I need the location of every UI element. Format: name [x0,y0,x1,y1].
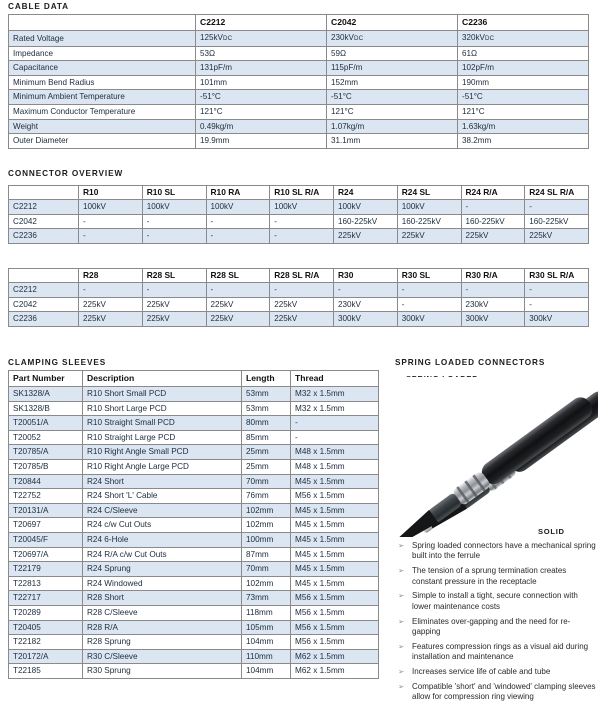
clamping-part-number: T20697/A [9,547,83,562]
clamping-length: 87mm [242,547,291,562]
clamping-description: R28 Short [83,591,242,606]
connector-t1-col-R10-RA: R10 RA [206,186,270,200]
connector-t2-cell: 225kV [79,312,143,326]
connector-t1-cell: - [525,200,589,214]
connector-t1-cell: - [142,229,206,243]
table-row [9,430,379,445]
clamping-thread: M45 x 1.5mm [291,576,379,591]
connector-t2-col-R28-SL-R-A: R28 SL R/A [270,269,334,283]
connector-t2-cell: 225kV [270,297,334,311]
cable-data-row-label: Maximum Conductor Temperature [9,104,196,119]
clamping-length: 102mm [242,503,291,518]
table-row [9,416,379,431]
connector-t2-cell: - [334,283,398,297]
connector-t2-cell: 225kV [142,297,206,311]
table-header-row [9,186,589,200]
clamping-length: 118mm [242,605,291,620]
bullet-arrow-icon: ➢ [398,566,405,576]
connector-t1-cell: 225kV [334,229,398,243]
clamping-part-number: T22185 [9,664,83,679]
cable-data-cell: 125kVDC [196,31,327,47]
clamping-thread: M45 x 1.5mm [291,518,379,533]
bullet-arrow-icon: ➢ [398,591,405,601]
connector-t1-col-R24: R24 [334,186,398,200]
connector-overview-table-2 [8,268,589,327]
table-row [9,297,589,311]
feature-bullet-text: Simple to install a tight, secure connection with lower maintenance costs [412,591,578,611]
table-row [9,214,589,228]
connector-t1-col-R10-SL-R-A: R10 SL R/A [270,186,334,200]
table-header-row [9,15,589,31]
clamping-length: 105mm [242,620,291,635]
table-row [9,46,589,61]
clamping-part-number: T20785/A [9,445,83,460]
clamping-length: 70mm [242,562,291,577]
bullet-arrow-icon: ➢ [398,641,405,651]
cable-data-cell: -51°C [327,90,458,105]
clamping-thread: M32 x 1.5mm [291,387,379,402]
connector-t2-cell: 300kV [525,312,589,326]
connector-t2-col-R30-R-A: R30 R/A [461,269,525,283]
feature-bullet-text: Eliminates over-gapping and the need for re-gapping [412,616,571,637]
clamping-description: R24 C/Sleeve [83,503,242,518]
dc-subscript: DC [484,35,495,42]
connector-t2-row-label: C2042 [9,297,79,311]
cable-data-cell: 31.1mm [327,134,458,149]
cable-data-cell: 190mm [458,75,589,90]
connector-overview-heading: CONNECTOR OVERVIEW [8,169,124,178]
connector-t2-cell: - [525,297,589,311]
connector-t1-cell: 100kV [334,200,398,214]
clamping-length: 110mm [242,649,291,664]
connector-t1-col-blank [9,186,79,200]
clamping-length: 53mm [242,387,291,402]
clamping-sleeves-heading: CLAMPING SLEEVES [8,358,107,367]
clamping-description: R28 R/A [83,620,242,635]
table-row [9,649,379,664]
connector-photo [392,377,598,537]
connector-t2-cell: - [142,283,206,297]
connector-t1-row-label: C2236 [9,229,79,243]
cable-data-cell: 102pF/m [458,61,589,76]
clamping-length: 85mm [242,430,291,445]
clamping-thread: M62 x 1.5mm [291,649,379,664]
table-row [9,503,379,518]
connector-t1-cell: 160-225kV [461,214,525,228]
connector-t1-cell: - [79,229,143,243]
connector-t2-cell: 300kV [461,312,525,326]
clamping-description: R10 Straight Small PCD [83,416,242,431]
feature-bullet-text: The tension of a sprung termination creates constant pressure in the receptacle [412,566,567,586]
clamping-thread: M56 x 1.5mm [291,605,379,620]
connector-t1-col-R24-SL-R-A: R24 SL R/A [525,186,589,200]
clamping-thread: M45 x 1.5mm [291,474,379,489]
connector-t2-row-label: C2212 [9,283,79,297]
dc-subscript: DC [353,35,364,42]
cable-data-cell: 230kVDC [327,31,458,47]
connector-t2-cell: 300kV [334,312,398,326]
feature-bullet [395,617,598,638]
table-row [9,387,379,402]
cable-data-cell: 115pF/m [327,61,458,76]
feature-bullet [395,541,598,562]
table-row [9,635,379,650]
connector-t2-col-R30: R30 [334,269,398,283]
connector-t2-col-R28-SL: R28 SL [206,269,270,283]
cable-data-col-blank [9,15,196,31]
clamping-description: R10 Right Angle Large PCD [83,459,242,474]
clamping-part-number: T20697 [9,518,83,533]
connector-t2-col-blank [9,269,79,283]
table-row [9,518,379,533]
clamping-length: 76mm [242,489,291,504]
clamping-part-number: T22179 [9,562,83,577]
connector-t1-cell: 100kV [270,200,334,214]
cable-data-row-label: Outer Diameter [9,134,196,149]
connector-t2-cell: 225kV [79,297,143,311]
clamping-length: 80mm [242,416,291,431]
feature-bullet [395,642,598,663]
clamping-thread: M45 x 1.5mm [291,503,379,518]
table-row [9,562,379,577]
feature-bullet [395,566,598,587]
cable-data-cell: 0.49kg/m [196,119,327,134]
clamping-thread: M62 x 1.5mm [291,664,379,679]
connector-t2-cell: 230kV [461,297,525,311]
table-row [9,312,589,326]
clamping-length: 25mm [242,445,291,460]
spring-loaded-panel [390,355,600,702]
clamping-part-number: T20289 [9,605,83,620]
clamping-part-number: T22813 [9,576,83,591]
clamping-length: 102mm [242,576,291,591]
table-row [9,104,589,119]
connector-t1-col-R24-SL: R24 SL [397,186,461,200]
cable-data-cell: 152mm [327,75,458,90]
connector-t1-cell: 225kV [525,229,589,243]
clamping-thread: M56 x 1.5mm [291,591,379,606]
connector-t1-cell: - [270,214,334,228]
cable-data-cell: 101mm [196,75,327,90]
clamping-thread: M56 x 1.5mm [291,620,379,635]
table-row [9,134,589,149]
cable-data-col-C2042: C2042 [327,15,458,31]
clamping-description: R10 Right Angle Small PCD [83,445,242,460]
connector-t2-cell: - [461,283,525,297]
connector-t2-col-R28: R28 [79,269,143,283]
cable-data-cell: 1.63kg/m [458,119,589,134]
cable-data-row-label: Weight [9,119,196,134]
cable-data-col-C2212: C2212 [196,15,327,31]
table-row [9,75,589,90]
clamping-part-number: SK1328/A [9,387,83,402]
feature-bullet [395,667,598,677]
clamping-description: R24 Short [83,474,242,489]
cable-data-cell: 53Ω [196,46,327,61]
clamping-part-number: T22182 [9,635,83,650]
clamping-description: R30 Sprung [83,664,242,679]
clamping-sleeves-table [8,370,379,679]
bullet-arrow-icon: ➢ [398,667,405,677]
connector-t1-cell: 100kV [79,200,143,214]
cable-data-row-label: Minimum Bend Radius [9,75,196,90]
table-row [9,605,379,620]
connector-t2-col-R28-SL: R28 SL [142,269,206,283]
clamping-length: 25mm [242,459,291,474]
table-row [9,31,589,47]
feature-bullet [395,591,598,612]
connector-t1-col-R10: R10 [79,186,143,200]
clamping-length: 73mm [242,591,291,606]
clamping-part-number: T20785/B [9,459,83,474]
connector-t1-row-label: C2042 [9,214,79,228]
clamping-description: R10 Straight Large PCD [83,430,242,445]
connector-t1-cell: - [79,214,143,228]
clamping-thread: M45 x 1.5mm [291,532,379,547]
table-row [9,229,589,243]
cable-data-row-label: Minimum Ambient Temperature [9,90,196,105]
solid-photo-label: SOLID [538,527,565,536]
clamping-part-number: T20045/F [9,532,83,547]
clamping-col-description: Description [83,371,242,387]
cable-data-cell: 121°C [196,104,327,119]
dc-subscript: DC [222,35,233,42]
cable-data-cell: 131pF/m [196,61,327,76]
clamping-part-number: T20405 [9,620,83,635]
spring-loaded-connectors-heading: SPRING LOADED CONNECTORS [395,358,546,367]
connector-t1-col-R24-R-A: R24 R/A [461,186,525,200]
table-row [9,532,379,547]
table-row [9,474,379,489]
clamping-description: R24 Windowed [83,576,242,591]
connector-t2-cell: 225kV [142,312,206,326]
connector-t2-cell: - [270,283,334,297]
bullet-arrow-icon: ➢ [398,681,405,691]
clamping-description: R28 C/Sleeve [83,605,242,620]
cable-data-cell: -51°C [196,90,327,105]
cable-data-col-C2236: C2236 [458,15,589,31]
connector-t1-cell: - [461,200,525,214]
cable-data-cell: 59Ω [327,46,458,61]
clamping-description: R24 c/w Cut Outs [83,518,242,533]
clamping-col-part-number: Part Number [9,371,83,387]
connector-t2-col-R30-SL-R-A: R30 SL R/A [525,269,589,283]
clamping-thread: M56 x 1.5mm [291,489,379,504]
connector-t1-cell: 160-225kV [397,214,461,228]
connector-t2-cell: - [525,283,589,297]
connector-t2-cell: - [206,283,270,297]
connector-t1-cell: 160-225kV [525,214,589,228]
clamping-part-number: T20051/A [9,416,83,431]
connector-t1-cell: - [206,214,270,228]
connector-t2-cell: 225kV [206,312,270,326]
clamping-part-number: T22717 [9,591,83,606]
clamping-description: R30 C/Sleeve [83,649,242,664]
spring-loaded-feature-list [395,541,598,707]
clamping-thread: - [291,430,379,445]
connector-t2-col-R30-SL: R30 SL [397,269,461,283]
connector-t1-col-R10-SL: R10 SL [142,186,206,200]
clamping-description: R24 R/A c/w Cut Outs [83,547,242,562]
cable-data-heading: CABLE DATA [8,2,69,11]
connector-t2-cell: 230kV [334,297,398,311]
clamping-description: R24 6-Hole [83,532,242,547]
cable-data-cell: 19.9mm [196,134,327,149]
table-header-row [9,269,589,283]
clamping-thread: M56 x 1.5mm [291,635,379,650]
clamping-description: R10 Short Large PCD [83,401,242,416]
feature-bullet [395,682,598,703]
connector-t1-cell: - [270,229,334,243]
feature-bullet-text: Increases service life of cable and tube [412,667,551,677]
bullet-arrow-icon: ➢ [398,616,405,626]
connector-t2-cell: 225kV [206,297,270,311]
table-row [9,401,379,416]
table-row [9,445,379,460]
table-row [9,547,379,562]
clamping-part-number: T20131/A [9,503,83,518]
connector-t2-cell: - [397,283,461,297]
cable-data-row-label: Capacitance [9,61,196,76]
cable-data-cell: 121°C [327,104,458,119]
clamping-thread: - [291,416,379,431]
clamping-thread: M48 x 1.5mm [291,445,379,460]
connector-t1-cell: 100kV [206,200,270,214]
cable-data-row-label: Rated Voltage [9,31,196,47]
table-row [9,459,379,474]
connector-t1-cell: 100kV [397,200,461,214]
connector-t1-cell: 225kV [461,229,525,243]
clamping-thread: M45 x 1.5mm [291,562,379,577]
clamping-thread: M48 x 1.5mm [291,459,379,474]
table-header-row [9,371,379,387]
table-row [9,489,379,504]
feature-bullet-text: Compatible 'short' and 'windowed' clamping sleeves allow for compression ring viewing [412,681,596,702]
clamping-part-number: T20172/A [9,649,83,664]
table-row [9,620,379,635]
clamping-description: R24 Short 'L' Cable [83,489,242,504]
clamping-part-number: SK1328/B [9,401,83,416]
connector-t2-cell: 300kV [397,312,461,326]
clamping-length: 100mm [242,532,291,547]
clamping-part-number: T22752 [9,489,83,504]
table-row [9,283,589,297]
cable-data-cell: 121°C [458,104,589,119]
bullet-arrow-icon: ➢ [398,541,405,550]
feature-bullet-text: Features compression rings as a visual aid during installation and maintenance [412,641,589,662]
table-row [9,200,589,214]
clamping-part-number: T20844 [9,474,83,489]
clamping-length: 104mm [242,635,291,650]
cable-data-table [8,14,589,149]
clamping-thread: M45 x 1.5mm [291,547,379,562]
table-row [9,664,379,679]
table-row [9,576,379,591]
table-row [9,61,589,76]
cable-data-cell: -51°C [458,90,589,105]
cable-data-cell: 38.2mm [458,134,589,149]
connector-t2-cell: 225kV [270,312,334,326]
connector-t1-cell: 225kV [397,229,461,243]
connector-overview-table-1 [8,185,589,244]
clamping-length: 53mm [242,401,291,416]
clamping-col-length: Length [242,371,291,387]
clamping-description: R28 Sprung [83,635,242,650]
clamping-thread: M32 x 1.5mm [291,401,379,416]
cable-data-cell: 1.07kg/m [327,119,458,134]
cable-data-cell: 61Ω [458,46,589,61]
connector-t1-cell: - [206,229,270,243]
clamping-description: R24 Sprung [83,562,242,577]
connector-t1-cell: - [142,214,206,228]
table-row [9,591,379,606]
feature-bullet-text: Spring loaded connectors have a mechanical spring built into the ferrule [412,541,596,561]
table-row [9,90,589,105]
connector-t1-row-label: C2212 [9,200,79,214]
clamping-part-number: T20052 [9,430,83,445]
connector-t2-cell: - [79,283,143,297]
clamping-length: 70mm [242,474,291,489]
clamping-description: R10 Short Small PCD [83,387,242,402]
cable-data-row-label: Impedance [9,46,196,61]
connector-t1-cell: 100kV [142,200,206,214]
connector-t1-cell: 160-225kV [334,214,398,228]
cable-data-cell: 320kVDC [458,31,589,47]
table-row [9,119,589,134]
connector-t2-row-label: C2236 [9,312,79,326]
clamping-length: 102mm [242,518,291,533]
clamping-col-thread: Thread [291,371,379,387]
connector-t2-cell: - [397,297,461,311]
clamping-length: 104mm [242,664,291,679]
